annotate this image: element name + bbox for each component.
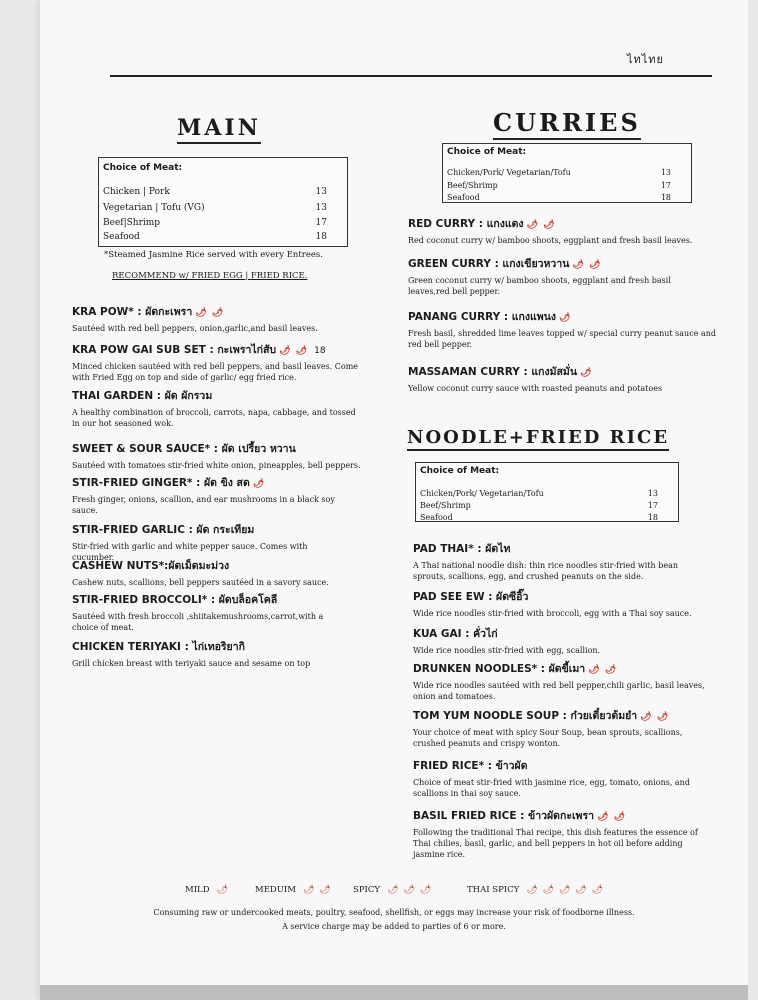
curries-meat-row: Beef/Shrimp 17 [447, 181, 671, 190]
noodles-meat-row: Seafood 18 [420, 513, 658, 522]
pepper-icon: 🌶 🌶 [302, 885, 332, 895]
main-meat-title: Choice of Meat: [103, 163, 183, 173]
menu-item: CHICKEN TERIYAKI : ไก่เทอริยากิ Grill chicken breast with teriyaki sauce and sesame on top [72, 641, 311, 668]
menu-item: KRA POW* : ผัดกะเพรา 🌶 🌶 Sautéed with red bell peppers, onion,garlic,and basil leaves. [72, 306, 318, 333]
curries-meat-row: Chicken/Pork/ Vegetarian/Tofu 13 [447, 168, 671, 177]
menu-item: STIR-FRIED BROCCOLI* : ผัดบล็อคโคลี Sautéed with fresh broccoli ,shiitakemushrooms,carrot,with a choice of meat. [72, 594, 324, 632]
main-meat-row: Beef|Shrimp 17 [103, 218, 327, 228]
pepper-icon: 🌶 [252, 479, 266, 489]
spice-legend-medium: MEDUIM 🌶 🌶 [255, 885, 332, 895]
main-section-title: MAIN [177, 115, 261, 141]
menu-item: PANANG CURRY : แกงแพนง 🌶 Fresh basil, shredded lime leaves topped w/ special curry peanut sauce and red bell pepper. [408, 311, 716, 349]
brand-label: ไทไทย [626, 53, 664, 66]
pepper-icon: 🌶 🌶 [640, 712, 670, 722]
menu-item: FRIED RICE* : ข้าวผัด Choice of meat stir-fried with jasmine rice, egg, tomato, onions, and scallions in thai soy sauce. [413, 760, 690, 798]
pepper-icon: 🌶 🌶 [526, 220, 556, 230]
menu-item: TOM YUM NOODLE SOUP : ก๋วยเตี๋ยวต้มยำ 🌶 🌶 Your choice of meat with spicy Sour Soup, bean sprouts, scallions, crushed peanuts and crispy wonton. [413, 710, 683, 748]
pepper-icon: 🌶 🌶 [597, 812, 627, 822]
food-warning: Consuming raw or undercooked meats, poultry, seafood, shellfish, or eggs may increase your risk of foodborne illness. [153, 908, 635, 917]
menu-item: BASIL FRIED RICE : ข้าวผัดกะเพรา 🌶 🌶 Following the traditional Thai recipe, this dish features the essence of Thai chilies, basil, garlic, and bell peppers in hot oil before adding jasmine rice. [413, 810, 698, 859]
main-meat-row: Vegetarian | Tofu (VG) 13 [103, 203, 327, 213]
noodles-meat-row: Beef/Shrimp 17 [420, 501, 658, 510]
noodles-section-title: NOODLE+FRIED RICE [407, 427, 669, 448]
menu-item: SWEET & SOUR SAUCE* : ผัด เปรี้ยว หวาน Sautéed with tomatoes stir-fried white onion, pineapples, bell peppers. [72, 443, 361, 470]
top-divider [110, 75, 712, 77]
menu-item: KUA GAI : คั่วไก่ Wide rice noodles stir-fried with egg, scallion. [413, 628, 601, 655]
main-meat-row: Seafood 18 [103, 232, 327, 242]
spice-legend-spicy: SPICY 🌶 🌶 🌶 [353, 885, 433, 895]
noodles-meat-row: Chicken/Pork/ Vegetarian/Tofu 13 [420, 489, 658, 498]
menu-item: STIR-FRIED GINGER* : ผัด ขิง สด 🌶 Fresh ginger, onions, scallion, and ear mushrooms in a black soy sauce. [72, 477, 335, 515]
rice-note: *Steamed Jasmine Rice served with every Entrees. [104, 250, 323, 260]
menu-item: DRUNKEN NOODLES* : ผัดขี้เมา 🌶 🌶 Wide rice noodles sautéed with red bell pepper,chili garlic, basil leaves, onion and tomatoes. [413, 663, 705, 701]
menu-item: STIR-FRIED GARLIC : ผัด กระเทียม Stir-fried with garlic and white pepper sauce. Comes with cucumber. [72, 524, 308, 562]
menu-item: MASSAMAN CURRY : แกงมัสมั่น 🌶 Yellow coconut curry sauce with roasted peanuts and potatoes [408, 366, 663, 393]
pepper-icon: 🌶 🌶 [572, 260, 602, 270]
pepper-icon: 🌶 🌶 [588, 665, 618, 675]
pepper-icon: 🌶 🌶 🌶 [387, 885, 433, 895]
curries-meat-title: Choice of Meat: [447, 147, 527, 157]
menu-item: RED CURRY : แกงแดง 🌶 🌶 Red coconut curry w/ bamboo shoots, eggplant and fresh basil leaves. [408, 218, 693, 245]
menu-item: PAD THAI* : ผัดไท A Thai national noodle dish: thin rice noodles stir-fried with bean sprouts, scallions, egg, and crushed peanuts on the side. [413, 543, 678, 581]
pepper-icon: 🌶 [580, 368, 593, 378]
noodles-meat-title: Choice of Meat: [420, 466, 500, 476]
menu-item: THAI GARDEN : ผัด ผักรวม A healthy combination of broccoli, carrots, napa, cabbage, and tossed in our hot seasoned wok. [72, 390, 356, 428]
bottom-edge [40, 985, 748, 1000]
pepper-icon: 🌶 🌶 [279, 346, 309, 356]
menu-item: CASHEW NUTS*:ผัดเม็ดมะม่วง Cashew nuts, scallions, bell peppers sautéed in a savory sauce. [72, 560, 329, 587]
main-meat-row: Chicken | Pork 13 [103, 187, 327, 197]
recommend-note: RECOMMEND w/ FRIED EGG | FRIED RICE. [112, 271, 308, 281]
menu-item: PAD SEE EW : ผัดซีอิ๊ว Wide rice noodles stir-fried with broccoli, egg with a Thai soy sauce. [413, 591, 692, 618]
pepper-icon: 🌶 [559, 313, 572, 323]
menu-item: GREEN CURRY : แกงเขียวหวาน 🌶 🌶 Green coconut curry w/ bamboo shoots, eggplant and fresh basil leaves,red bell pepper. [408, 258, 671, 296]
curries-meat-box [442, 143, 692, 203]
service-charge-note: A service charge may be added to parties of 6 or more. [282, 922, 506, 931]
menu-item: KRA POW GAI SUB SET : กะเพราไก่สับ 🌶 🌶 18 Minced chicken sautéed with red bell peppers, and basil leaves. Come with Fried Egg on top and side of garlic/ egg fried rice. [72, 344, 359, 382]
spice-legend-thai-spicy: THAI SPICY 🌶 🌶 🌶 🌶 🌶 [467, 885, 604, 895]
main-meat-box [98, 157, 348, 247]
menu-page [40, 0, 748, 1000]
curries-meat-row: Seafood 18 [447, 193, 671, 202]
noodles-meat-box [415, 462, 679, 522]
pepper-icon: 🌶 [216, 885, 229, 895]
pepper-icon: 🌶 🌶 🌶 🌶 🌶 [526, 885, 604, 895]
curries-section-title: CURRIES [493, 108, 641, 137]
pepper-icon: 🌶 🌶 [195, 308, 225, 318]
spice-legend-mild: MILD 🌶 [185, 885, 229, 895]
